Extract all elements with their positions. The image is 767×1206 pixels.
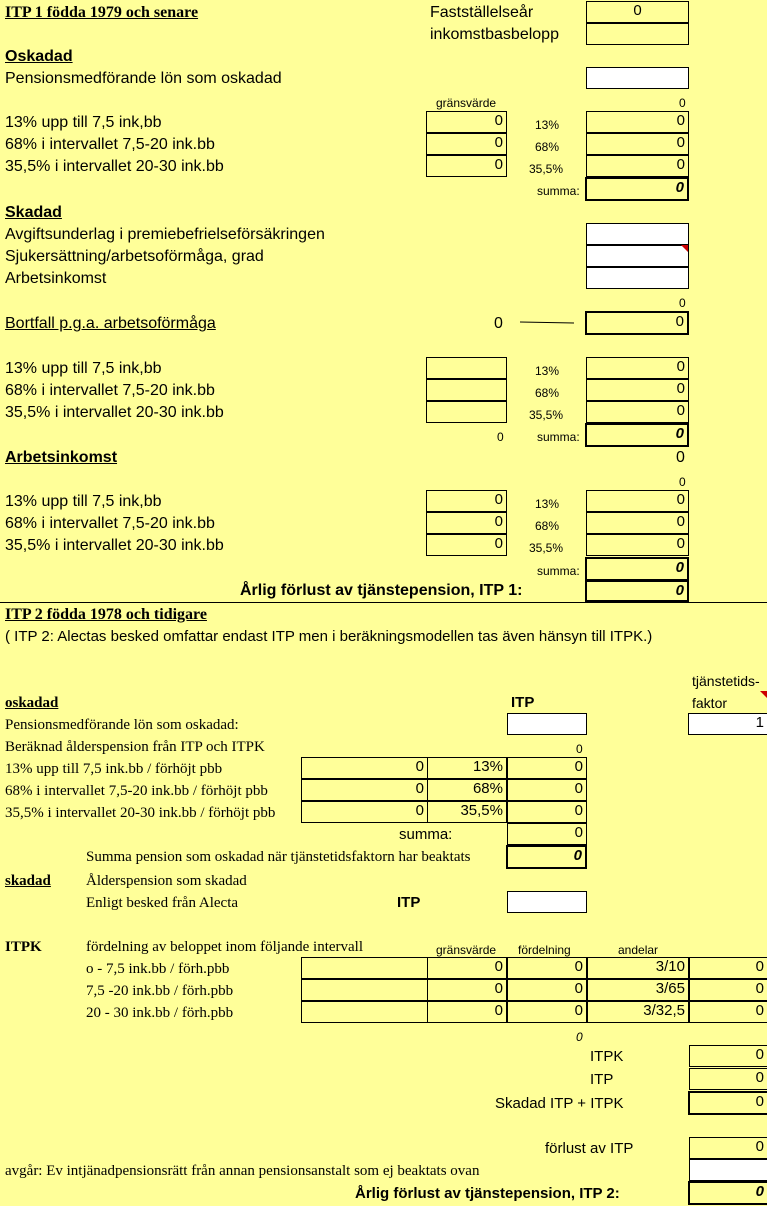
skadad-row-2-grans[interactable] — [426, 379, 507, 401]
oskadad-row-3-grans[interactable]: 0 — [426, 155, 507, 177]
oskadad-row-2-grans[interactable]: 0 — [426, 133, 507, 155]
avgiftsunderlag-input[interactable] — [586, 223, 689, 245]
arb-row-1-pct: 13% — [535, 497, 560, 511]
oskadad-row-1-value[interactable]: 0 — [586, 111, 689, 133]
inkomstbasbelopp-label: inkomstbasbelopp — [430, 26, 559, 43]
arb-row-3-grans[interactable]: 0 — [426, 534, 507, 556]
avgiftsunderlag-label: Avgiftsunderlag i premiebefrielseförsäkringen — [5, 226, 325, 243]
inkomstbasbelopp-field[interactable] — [586, 23, 689, 45]
itp-col-label: ITP — [511, 694, 535, 711]
pension-lon-label: Pensionsmedförande lön som oskadad — [5, 70, 282, 87]
itp2-row-1-label: 13% upp till 7,5 ink.bb / förhöjt pbb — [5, 761, 223, 777]
itp2-row-2-value[interactable]: 0 — [507, 779, 587, 801]
itp2-pension-lon-input[interactable] — [507, 713, 587, 735]
oskadad-row-3-pct: 35,5% — [529, 162, 564, 176]
skadad-row-2-label: 68% i intervallet 7,5-20 ink.bb — [5, 382, 215, 399]
col-gransvarde: gränsvärde — [436, 943, 497, 957]
itpk-row-3-grans[interactable]: 0 — [427, 1001, 507, 1023]
col-andelar: andelar — [618, 943, 659, 957]
beraknad-zero: 0 — [576, 742, 583, 756]
itp2-row-3-c1[interactable]: 0 — [301, 801, 428, 823]
itp2-row-3-pct[interactable]: 35,5% — [427, 801, 507, 823]
skadad-row-3-label: 35,5% i intervallet 20-30 ink.bb — [5, 404, 224, 421]
itpk-sum-label: ITPK — [590, 1048, 624, 1065]
skadad-row-3-grans[interactable] — [426, 401, 507, 423]
oskadad-summa-label: summa: — [537, 184, 580, 198]
skadad-heading: Skadad — [5, 204, 62, 221]
arb-row-3-pct: 35,5% — [529, 541, 564, 555]
tjanstetid-label-2: faktor — [692, 695, 728, 711]
beraknad-label: Beräknad ålderspension från ITP och ITPK — [5, 739, 265, 755]
itp-sum-label: ITP — [590, 1071, 614, 1088]
itp2-row-1-pct[interactable]: 13% — [427, 757, 507, 779]
tjanstetid-input[interactable]: 1 — [688, 713, 767, 735]
enligt-itp-label: ITP — [397, 894, 421, 911]
itpk-heading: ITPK — [5, 939, 42, 955]
itp2-row-3-label: 35,5% i intervallet 20-30 ink.bb / förhöjt pbb — [5, 805, 276, 821]
itpk-row-2-value[interactable]: 0 — [689, 979, 767, 1001]
oskadad-row-1-label: 13% upp till 7,5 ink,bb — [5, 114, 162, 131]
skadad-row-3-pct: 35,5% — [529, 408, 564, 422]
oskadad-row-1-pct: 13% — [535, 118, 560, 132]
skadad-row-1-value[interactable]: 0 — [586, 357, 689, 379]
enligt-besked-label: Enligt besked från Alecta — [86, 895, 239, 911]
bortfall-mid-value: 0 — [494, 315, 503, 332]
itp2-title: ITP 2 födda 1978 och tidigare — [5, 606, 207, 623]
itpk-row-1-value[interactable]: 0 — [689, 957, 767, 979]
arbetsinkomst-side-value: 0 — [676, 449, 685, 466]
itp1-title: ITP 1 födda 1979 och senare — [5, 4, 199, 21]
forlust-itp-label: förlust av ITP — [545, 1140, 634, 1157]
itpk-row-3-label: 20 - 30 ink.bb / förh.pbb — [86, 1005, 234, 1021]
oskadad-row-3-label: 35,5% i intervallet 20-30 ink.bb — [5, 158, 224, 175]
itpk-row-1-label: o - 7,5 ink.bb / förh.pbb — [86, 961, 230, 977]
oskadad-row-1-grans[interactable]: 0 — [426, 111, 507, 133]
skadad-row-2-value[interactable]: 0 — [586, 379, 689, 401]
pension-lon-input[interactable] — [586, 67, 689, 89]
alecta-itp-input[interactable] — [507, 891, 587, 913]
sjukersattning-input[interactable] — [586, 245, 689, 267]
tjanstetid-label-1: tjänstetids- — [692, 673, 760, 689]
summa-pension-label: Summa pension som oskadad när tjänstetidsfaktorn har beaktats — [86, 849, 471, 865]
avgar-label: avgår: Ev intjänadpensionsrätt från annan pensionsanstalt som ej beaktats ovan — [5, 1163, 480, 1179]
itpk-row-1-input[interactable] — [301, 957, 428, 979]
itpk-row-2-input[interactable] — [301, 979, 428, 1001]
itpk-row-3-andel[interactable]: 3/32,5 — [587, 1001, 689, 1023]
arb-row-2-value[interactable]: 0 — [586, 512, 689, 534]
itp1-arlig-value: 0 — [585, 580, 689, 602]
itp2-row-2-label: 68% i intervallet 7,5-20 ink.bb / förhöjt pbb — [5, 783, 268, 799]
itpk-row-3-input[interactable] — [301, 1001, 428, 1023]
section-divider — [0, 602, 767, 603]
itp2-skadad-heading: skadad — [5, 873, 51, 889]
itpk-row-2-andel[interactable]: 3/65 — [587, 979, 689, 1001]
arb-row-3-label: 35,5% i intervallet 20-30 ink.bb — [5, 537, 224, 554]
col-fordelning: fördelning — [518, 943, 571, 957]
arb-row-1-value[interactable]: 0 — [586, 490, 689, 512]
itpk-row-2-grans[interactable]: 0 — [427, 979, 507, 1001]
skadad-row-2-pct: 68% — [535, 386, 560, 400]
bortfall-value: 0 — [585, 311, 689, 335]
itp2-row-2-pct[interactable]: 68% — [427, 779, 507, 801]
itpk-row-3-ford[interactable]: 0 — [507, 1001, 587, 1023]
itpk-row-1-andel[interactable]: 3/10 — [587, 957, 689, 979]
skadad-row-3-value[interactable]: 0 — [586, 401, 689, 423]
skadad-sum-label: Skadad ITP + ITPK — [495, 1095, 624, 1112]
itp2-note: ( ITP 2: Alectas besked omfattar endast ITP men i beräkningsmodellen tas även hänsyn till ITPK.) — [5, 628, 653, 645]
itp2-row-2-c1[interactable]: 0 — [301, 779, 428, 801]
oskadad-row-3-value[interactable]: 0 — [586, 155, 689, 177]
oskadad-summa-value: 0 — [585, 177, 689, 201]
skadad-sum-value: 0 — [688, 1091, 767, 1115]
fordelning-label: fördelning av beloppet inom följande intervall — [86, 939, 364, 955]
forlust-itp-value[interactable]: 0 — [689, 1137, 767, 1159]
itp2-summa-label: summa: — [399, 826, 453, 843]
avgar-input[interactable] — [689, 1159, 767, 1181]
gransvarde-label: gränsvärde — [436, 96, 497, 110]
arb-row-3-value[interactable]: 0 — [586, 534, 689, 556]
itpk-italic-zero: 0 — [576, 1030, 583, 1044]
arb-row-1-label: 13% upp till 7,5 ink,bb — [5, 493, 162, 510]
itp2-oskadad-heading: oskadad — [5, 695, 59, 711]
itpk-row-1-ford[interactable]: 0 — [507, 957, 587, 979]
comment-marker-icon[interactable] — [681, 245, 688, 252]
arbetsinkomst-heading: Arbetsinkomst — [5, 449, 118, 466]
oskadad-heading: Oskadad — [5, 48, 73, 65]
arb-summa-label: summa: — [537, 564, 580, 578]
sjukersattning-label: Sjukersättning/arbetsoförmåga, grad — [5, 248, 264, 265]
connector-line — [520, 322, 574, 324]
skadad-small-zero: 0 — [679, 296, 686, 310]
skadad-summa-label: summa: — [537, 430, 580, 444]
itp1-arlig-label: Årlig förlust av tjänstepension, ITP 1: — [240, 582, 523, 599]
faststallelsear-field[interactable]: 0 — [586, 1, 689, 23]
oskadad-row-2-pct: 68% — [535, 140, 560, 154]
oskadad-top-zero: 0 — [679, 96, 686, 110]
faststallelsear-label: Fastställelseår — [430, 4, 534, 21]
itpk-row-2-label: 7,5 -20 ink.bb / förh.pbb — [86, 983, 234, 999]
skadad-below-zero: 0 — [497, 430, 504, 444]
oskadad-row-2-value[interactable]: 0 — [586, 133, 689, 155]
arbetsinkomst-small-zero: 0 — [679, 475, 686, 489]
itpk-row-1-grans[interactable]: 0 — [427, 957, 507, 979]
arb-row-2-grans[interactable]: 0 — [426, 512, 507, 534]
skadad-row-1-grans[interactable] — [426, 357, 507, 379]
arbetsinkomst-input[interactable] — [586, 267, 689, 289]
itp2-row-3-value[interactable]: 0 — [507, 801, 587, 823]
itp2-arlig-value: 0 — [688, 1181, 767, 1205]
itp2-arlig-label: Årlig förlust av tjänstepension, ITP 2: — [355, 1185, 620, 1202]
arb-row-2-label: 68% i intervallet 7,5-20 ink.bb — [5, 515, 215, 532]
itp2-summa-value[interactable]: 0 — [507, 823, 587, 845]
skadad-row-1-pct: 13% — [535, 364, 560, 378]
comment-marker-icon[interactable] — [760, 691, 767, 698]
itp2-pension-lon-label: Pensionsmedförande lön som oskadad: — [5, 717, 239, 733]
skadad-row-1-label: 13% upp till 7,5 ink,bb — [5, 360, 162, 377]
arbetsinkomst-label: Arbetsinkomst — [5, 270, 107, 287]
itp-sum-value[interactable]: 0 — [689, 1068, 767, 1090]
skadad-summa-value: 0 — [585, 423, 689, 447]
arb-row-2-pct: 68% — [535, 519, 560, 533]
summa-pension-value: 0 — [506, 845, 587, 869]
itp2-row-1-value[interactable]: 0 — [507, 757, 587, 779]
itp2-row-1-c1[interactable]: 0 — [301, 757, 428, 779]
bortfall-label: Bortfall p.g.a. arbetsoförmåga — [5, 315, 216, 332]
itpk-row-3-value[interactable]: 0 — [689, 1001, 767, 1023]
itpk-row-2-ford[interactable]: 0 — [507, 979, 587, 1001]
itpk-sum-value[interactable]: 0 — [689, 1045, 767, 1067]
arb-summa-value: 0 — [585, 557, 689, 581]
oskadad-row-2-label: 68% i intervallet 7,5-20 ink.bb — [5, 136, 215, 153]
alderspension-label: Ålderspension som skadad — [86, 873, 247, 889]
arb-row-1-grans[interactable]: 0 — [426, 490, 507, 512]
